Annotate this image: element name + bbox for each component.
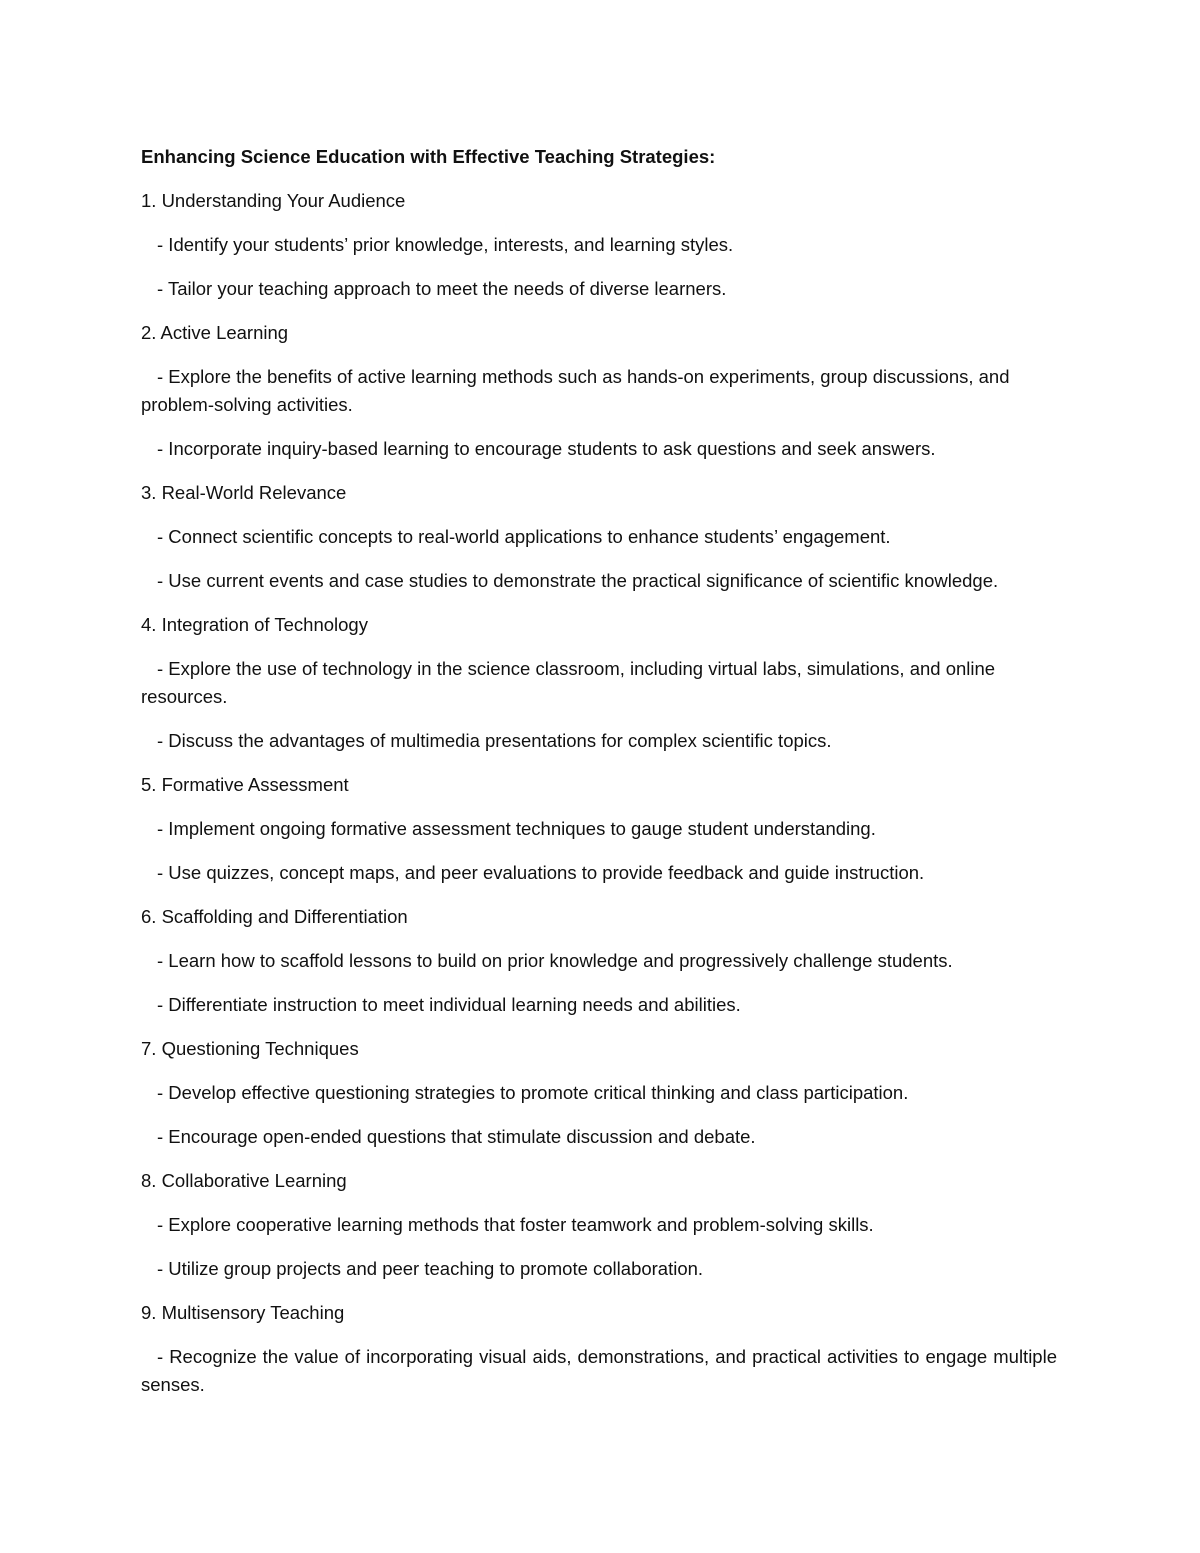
section-scaffolding-differentiation [141,903,1057,1019]
section-heading: 5. Formative Assessment [141,774,349,795]
document-body [141,143,1057,1415]
section-heading: 8. Collaborative Learning [141,1170,347,1191]
bullet-item: - Recognize the value of incorporating visual aids, demonstrations, and practical activities to engage multiple senses. [141,1346,1057,1395]
section-active-learning [141,319,1057,463]
section-integration-technology [141,611,1057,755]
section-heading: 3. Real-World Relevance [141,482,347,503]
section-heading: 1. Understanding Your Audience [141,190,406,211]
section-understanding-audience [141,187,1057,303]
section-collaborative-learning [141,1167,1057,1283]
bullet-item: - Learn how to scaffold lessons to build on prior knowledge and progressively challenge students. [157,950,953,971]
section-multisensory-teaching [141,1299,1057,1399]
bullet-item: - Explore the use of technology in the science classroom, including virtual labs, simulations, and online resources. [141,658,996,707]
bullet-item: - Differentiate instruction to meet individual learning needs and abilities. [157,994,741,1015]
bullet-item: - Use current events and case studies to demonstrate the practical significance of scientific knowledge. [157,570,999,591]
section-questioning-techniques [141,1035,1057,1151]
bullet-item: - Utilize group projects and peer teaching to promote collaboration. [157,1258,704,1279]
bullet-item: - Identify your students’ prior knowledge, interests, and learning styles. [157,234,734,255]
document-title: Enhancing Science Education with Effective Teaching Strategies: [141,146,716,167]
bullet-item: - Explore cooperative learning methods that foster teamwork and problem-solving skills. [157,1214,874,1235]
bullet-item: - Develop effective questioning strategies to promote critical thinking and class participation. [157,1082,909,1103]
section-formative-assessment [141,771,1057,887]
section-heading: 7. Questioning Techniques [141,1038,359,1059]
bullet-item: - Incorporate inquiry-based learning to encourage students to ask questions and seek answers. [157,438,936,459]
section-real-world-relevance [141,479,1057,595]
bullet-item: - Encourage open-ended questions that stimulate discussion and debate. [157,1126,756,1147]
section-heading: 2. Active Learning [141,322,289,343]
section-heading: 6. Scaffolding and Differentiation [141,906,408,927]
bullet-item: - Implement ongoing formative assessment techniques to gauge student understanding. [157,818,876,839]
section-heading: 4. Integration of Technology [141,614,368,635]
bullet-item: - Explore the benefits of active learning methods such as hands-on experiments, group discussions, and problem-solving activities. [141,366,1010,415]
section-heading: 9. Multisensory Teaching [141,1302,345,1323]
bullet-item: - Connect scientific concepts to real-world applications to enhance students’ engagement. [157,526,891,547]
bullet-item: - Discuss the advantages of multimedia presentations for complex scientific topics. [157,730,832,751]
bullet-item: - Tailor your teaching approach to meet the needs of diverse learners. [157,278,727,299]
bullet-item: - Use quizzes, concept maps, and peer evaluations to provide feedback and guide instruction. [157,862,925,883]
